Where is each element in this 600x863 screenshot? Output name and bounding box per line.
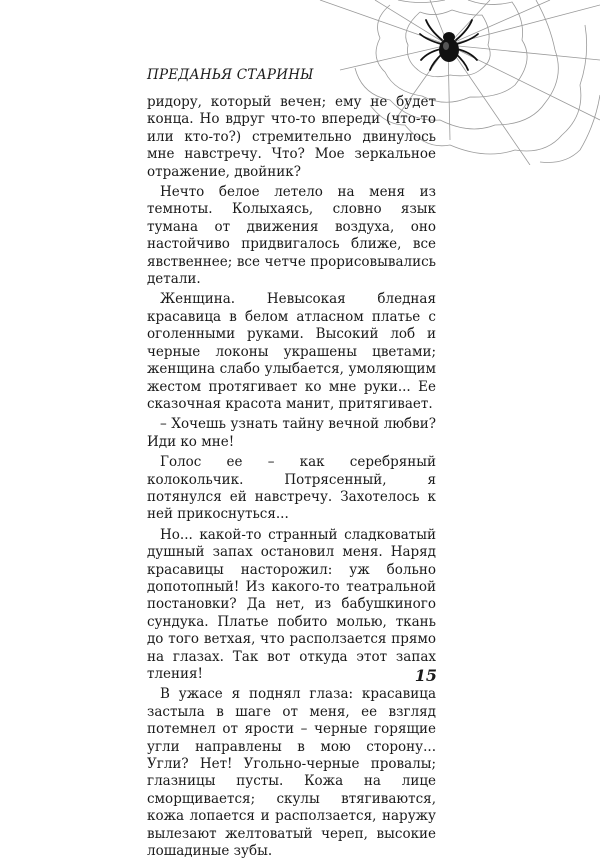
page-number: 15 (414, 666, 437, 685)
spider-icon (420, 20, 478, 70)
paragraph: Женщина. Невысокая бледная красавица в белом атласном платье с оголенными руками. Высокий лоб и черные локоны украшены цветами; женщина слабо улыбается, умоляющим жестом протягивает ко мне руки... Ее сказочная красота манит, притягивает. (147, 291, 436, 412)
body-text (147, 94, 436, 863)
paragraph: В ужасе я поднял глаза: красавица застыла в шаге от меня, ее взгляд потемнел от ярости – черные горящие угли направлены в мою сторону... Угли? Нет! Угольно-черные провалы; глазницы пусты. Кожа на лице сморщивается; скулы втягиваются, кожа лопается и расползается, наружу вылезают желтоватый череп, высокие лошадиные зубы. (147, 686, 436, 860)
paragraph: – Хочешь узнать тайну вечной любви? Иди ко мне! (147, 416, 436, 450)
paragraph: Нечто белое летело на меня из темноты. Колыхаясь, словно язык тумана от движения воздуха, оно настойчиво придвигалось ближе, все явственнее; все четче прорисовывались детали. (147, 184, 436, 288)
paragraph: Но... какой-то странный сладковатый душный запах остановил меня. Наряд красавицы насторожил: уж больно допотопный! Из какого-то театральной постановки? Да нет, из бабушкиного сундука. Платье побито молью, ткань до того ветхая, что расползается прямо на глазах. Так вот откуда этот запах тления! (147, 526, 436, 682)
paragraph: ридору, который вечен; ему не будет конца. Но вдруг что-то впереди (что-то или кто-то?) стремительно двинулось мне навстречу. Что? Мое зеркальное отражение, двойник? (147, 94, 436, 180)
paragraph: Голос ее – как серебряный колокольчик. Потрясенный, я потянулся ей навстречу. Захотелось к ней прикоснуться... (147, 454, 436, 523)
running-head: ПРЕДАНЬЯ СТАРИНЫ (147, 67, 314, 83)
